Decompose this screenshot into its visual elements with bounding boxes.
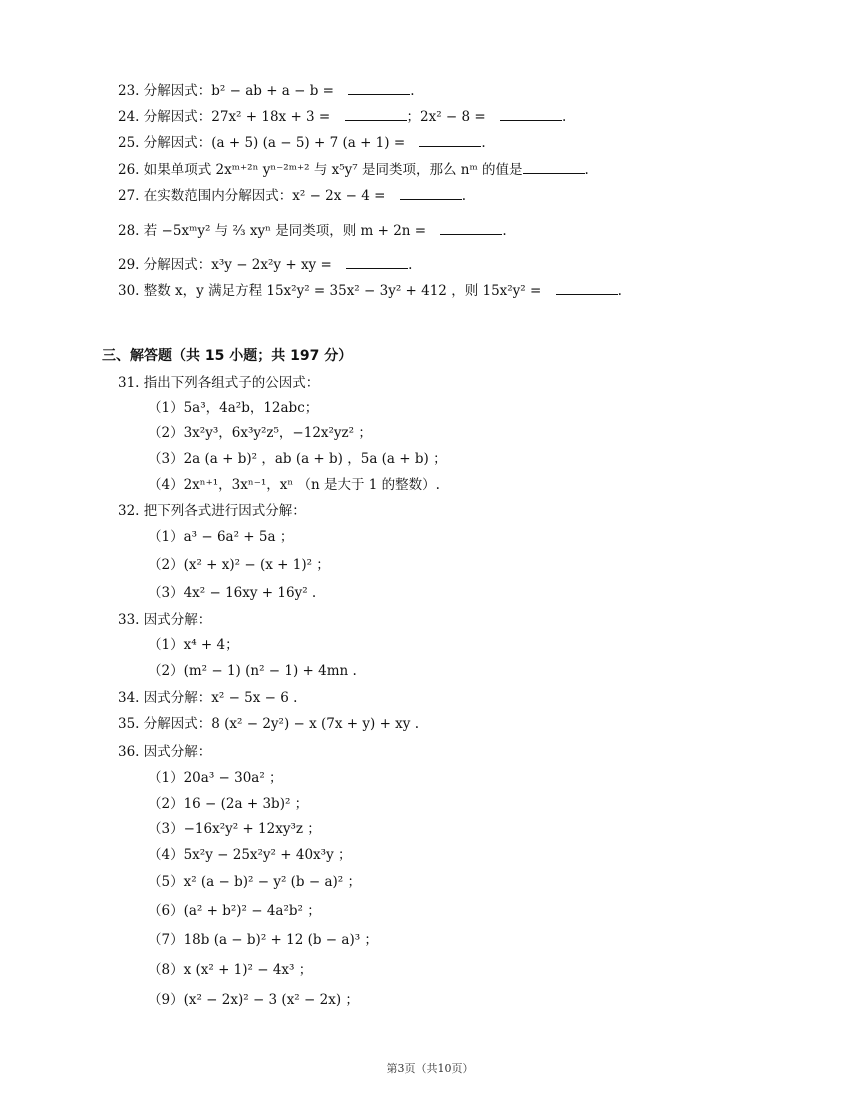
question-30: 30. 整数 x，y 满足方程 15x²y² = 35x² − 3y² + 412 ，则 15x²y² = . [118, 283, 622, 299]
question-26: 26. 如果单项式 2xᵐ⁺²ⁿ yⁿ⁻²ᵐ⁺² 与 x⁵y⁷ 是同类项，那么 nᵐ 的值是 . [118, 162, 589, 178]
answer-blank [523, 161, 585, 174]
answer-blank [556, 282, 618, 295]
question-36-title: 36. 因式分解： [118, 744, 212, 760]
question-28: 28. 若 −5xᵐy² 与 ²⁄₃ xyⁿ 是同类项，则 m + 2n = . [118, 223, 507, 239]
question-36-item: （9）(x² − 2x)² − 3 (x² − 2x) ； [148, 992, 359, 1008]
question-33-item: （1）x⁴ + 4； [148, 637, 239, 653]
question-36-item: （3）−16x²y² + 12xy³z ； [148, 821, 321, 837]
question-25: 25. 分解因式：(a + 5) (a − 5) + 7 (a + 1) = . [118, 135, 486, 151]
question-31-title: 31. 指出下列各组式子的公因式： [118, 375, 320, 391]
question-31-item: （3）2a (a + b)² ，ab (a + b) ，5a (a + b) ； [148, 451, 447, 467]
answer-blank [440, 222, 502, 235]
question-32-item: （2）(x² + x)² − (x + 1)² ； [148, 557, 330, 573]
question-32-title: 32. 把下列各式进行因式分解： [118, 503, 306, 519]
question-31-item: （1）5a³，4a²b，12abc； [148, 400, 319, 416]
question-35: 35. 分解因式：8 (x² − 2y²) − x (7x + y) + xy . [118, 716, 419, 732]
question-27: 27. 在实数范围内分解因式：x² − 2x − 4 = . [118, 188, 467, 204]
question-29: 29. 分解因式：x³y − 2x²y + xy = . [118, 257, 413, 273]
question-36-item: （8）x (x² + 1)² − 4x³ ； [148, 962, 313, 978]
question-36-item: （1）20a³ − 30a² ； [148, 770, 283, 786]
section-title: 三、解答题（共 15 小题；共 197 分） [102, 348, 353, 364]
question-34: 34. 因式分解：x² − 5x − 6 . [118, 690, 298, 706]
question-32-item: （1）a³ − 6a² + 5a ； [148, 529, 294, 545]
question-33-title: 33. 因式分解： [118, 612, 212, 628]
question-36-item: （4）5x²y − 25x²y² + 40x³y ； [148, 847, 352, 863]
page-footer: 第3页（共10页） [386, 1062, 474, 1075]
question-31-item: （2）3x²y³，6x³y²z⁵，−12x²yz² ； [148, 425, 372, 441]
question-36-item: （2）16 − (2a + 3b)² ； [148, 796, 309, 812]
question-24: 24. 分解因式：27x² + 18x + 3 = ；2x² − 8 = . [118, 109, 567, 125]
answer-blank [419, 134, 481, 147]
question-23: 23. 分解因式：b² − ab + a − b = . [118, 83, 415, 99]
question-36-item: （6）(a² + b²)² − 4a²b² ； [148, 903, 321, 919]
question-31-item: （4）2xⁿ⁺¹，3xⁿ⁻¹，xⁿ （n 是大于 1 的整数）. [148, 477, 440, 493]
question-32-item: （3）4x² − 16xy + 16y² . [148, 585, 317, 601]
answer-blank [500, 108, 562, 121]
answer-blank [345, 108, 407, 121]
question-33-item: （2）(m² − 1) (n² − 1) + 4mn . [148, 663, 357, 679]
question-36-item: （5）x² (a − b)² − y² (b − a)² ； [148, 874, 361, 890]
answer-blank [400, 187, 462, 200]
answer-blank [346, 256, 408, 269]
answer-blank [348, 82, 410, 95]
question-36-item: （7）18b (a − b)² + 12 (b − a)³ ； [148, 932, 378, 948]
